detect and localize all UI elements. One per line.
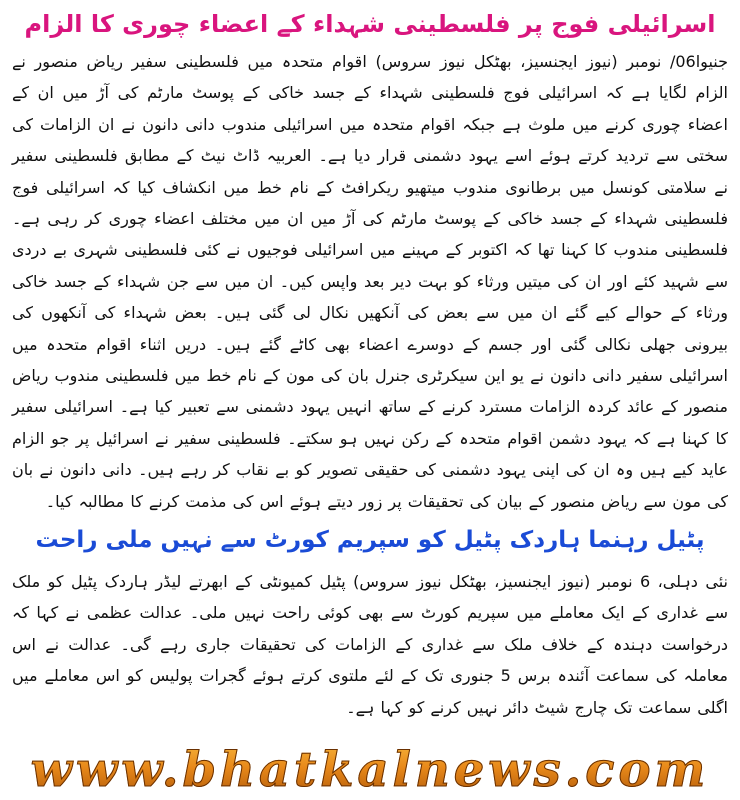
site-url-text[interactable]: www.bhatkalnews.com <box>30 742 710 798</box>
headline-israel-organs: اسرائیلی فوج پر فلسطینی شہداء کے اعضاء چوری کا الزام <box>24 10 716 38</box>
article-israel-organs: جنیوا06/ نومبر (نیوز ایجنسیز، بھٹکل نیوز سروس) اقوام متحدہ میں فلسطینی سفیر ریاض منصور نے الزام لگایا ہے کہ اسرائیلی فوج فلسطینی شہداء کے جسد خاکی کے پوسٹ مارٹم کی آڑ میں ان کے اعضاء چوری کرنے میں ملوث ہے جبکہ اقوام متحدہ میں اسرائیلی مندوب دانی دانون نے ان الزامات کی سختی سے تردید کرتے ہوئے اسے یہود دشمنی قرار دیا ہے۔ العربیہ ڈاٹ نیٹ کے مطابق فلسطینی سفیر نے سلامتی کونسل میں برطانوی مندوب میتھیو ریکرافٹ کے نام خط میں انکشاف کیا کہ اسرائیلی فوج فلسطینی شہداء کے جسد خاکی کے پوسٹ مارٹم کی آڑ میں ان میں مختلف اعضاء چوری کر رہی ہے۔ فلسطینی مندوب کا کہنا تھا کہ اکتوبر کے مہینے میں اسرائیلی فوجیوں نے کئی فلسطینی شہری بے دردی سے شہید کئے اور ان کی میتیں ورثاء کو بہت دیر بعد واپس کیں۔ ان میں سے جن شہداء کے جسد خاکی ورثاء کے حوالے کیے گئے ان میں سے بعض کی آنکھیں نکال لی گئی ہیں۔ بعض شہداء کی آنکھوں کی بیرونی جھلی نکالی گئی اور جسم کے دوسرے اعضاء بھی کاٹے گئے ہیں۔ دریں اثناء اقوام متحدہ میں اسرائیلی سفیر دانی دانون نے یو این سیکرٹری جنرل بان کی مون کے نام خط میں فلسطینی مندوب ریاض منصور کے عائد کردہ الزامات مسترد کرنے کے ساتھ انہیں یہود دشمنی سے تعبیر کیا ہے۔ اسرائیلی سفیر کا کہنا ہے کہ یہود دشمن اقوام متحدہ کے رکن نہیں ہو سکتے۔ فلسطینی سفیر نے اسرائیل پر جو الزام عاید کیے ہیں وہ ان کی اپنی یہود دشمنی کی حقیقی تصویر کو بے نقاب کر رہے ہیں۔ دانی دانون نے بان کی مون سے ریاض منصور کے بیان کی تحقیقات پر زور دیتے ہوئے اس کی مذمت کرنے کا مطالبہ کیا۔ <box>12 52 728 511</box>
headline-hardik-patel: پٹیل رہنما ہاردک پٹیل کو سپریم کورٹ سے نہیں ملی راحت <box>35 527 705 553</box>
site-url-banner[interactable] <box>0 740 740 800</box>
article-hardik-patel: نئی دہلی، 6 نومبر (نیوز ایجنسیز، بھٹکل نیوز سروس) پٹیل کمیونٹی کے ابھرتے لیڈر ہاردک پٹیل کو ملک سے غداری کے ایک معاملے میں سپریم کورٹ سے بھی کوئی راحت نہیں ملی۔ عدالت عظمی نے کہا کہ درخواست دہندہ کے خلاف ملک سے غداری کے الزامات کی تحقیقات جاری رہے گی۔ عدالت نے اس معاملہ کی سماعت آئندہ برس 5 جنوری تک کے لئے ملتوی کرتے ہوئے گجرات پولیس کو اس معاملے میں اگلی سماعت تک چارج شیٹ دائر نہیں کرنے کو کہا ہے۔ <box>12 572 729 717</box>
